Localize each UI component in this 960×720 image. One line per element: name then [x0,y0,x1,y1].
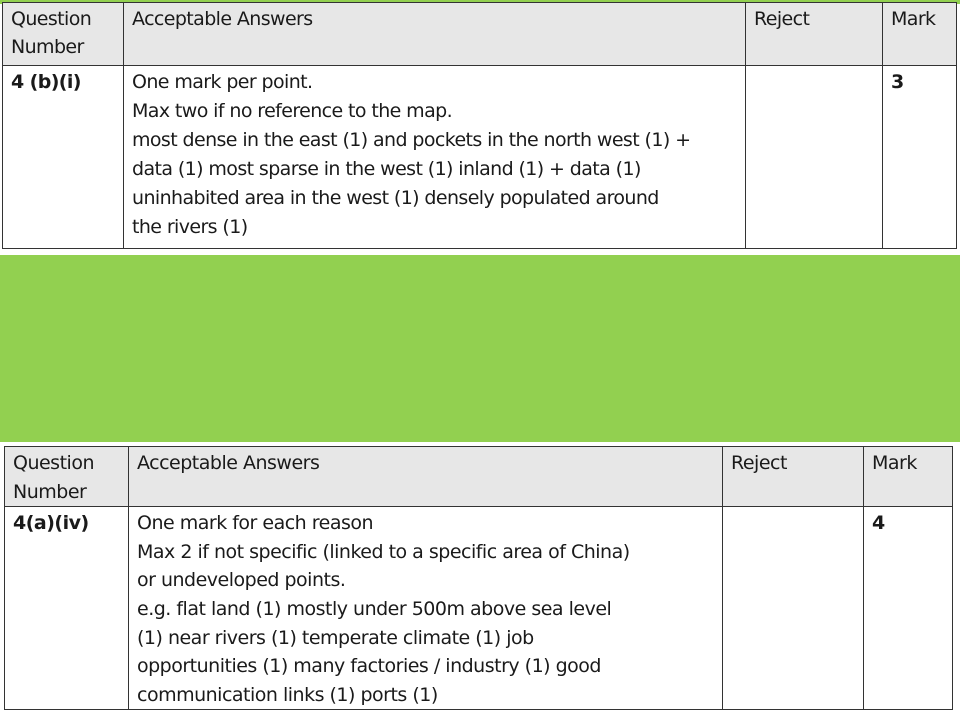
header-line: Number [11,36,84,58]
reject-header: Reject [746,3,883,66]
answer-line: or undeveloped points. [137,569,346,592]
answer-line: the rivers (1) [132,216,248,238]
answer-line: Max 2 if not specific (linked to a specific area of China) [137,540,630,563]
green-divider-band [0,255,960,442]
question-number-cell: 4 (b)(i) [3,66,124,249]
answer-line: One mark per point. [132,71,313,93]
mark-scheme-table-4bi [2,2,957,249]
mark-cell: 4 [864,507,953,710]
question-number-header [5,447,129,507]
answer-line: Max two if no reference to the map. [132,100,453,122]
answer-line: most dense in the east (1) and pockets in the north west (1) + [132,129,691,151]
reject-header: Reject [723,447,864,507]
table-row [3,66,957,249]
answer-line: One mark for each reason [137,512,374,535]
answer-line: e.g. flat land (1) mostly under 500m above sea level [137,597,612,620]
answer-line: data (1) most sparse in the west (1) inland (1) + data (1) [132,158,641,180]
header-line: Question [13,452,94,474]
answer-line: communication links (1) ports (1) [137,683,438,706]
mark-cell: 3 [883,66,957,249]
table-header-row [5,447,953,507]
answer-line: uninhabited area in the west (1) densely populated around [132,187,659,209]
acceptable-answers-cell [129,507,723,710]
mark-header: Mark [864,447,953,507]
acceptable-answers-cell [124,66,746,249]
mark-scheme-table-4aiv [4,446,953,710]
reject-cell [746,66,883,249]
acceptable-answers-header: Acceptable Answers [129,447,723,507]
header-line: Question [11,8,92,30]
reject-cell [723,507,864,710]
acceptable-answers-header: Acceptable Answers [124,3,746,66]
mark-header: Mark [883,3,957,66]
table-header-row [3,3,957,66]
question-number-header [3,3,124,66]
table-row [5,507,953,710]
question-number-cell: 4(a)(iv) [5,507,129,710]
header-line: Number [13,480,87,503]
answer-line: (1) near rivers (1) temperate climate (1) job [137,626,534,649]
answer-line: opportunities (1) many factories / industry (1) good [137,655,601,678]
